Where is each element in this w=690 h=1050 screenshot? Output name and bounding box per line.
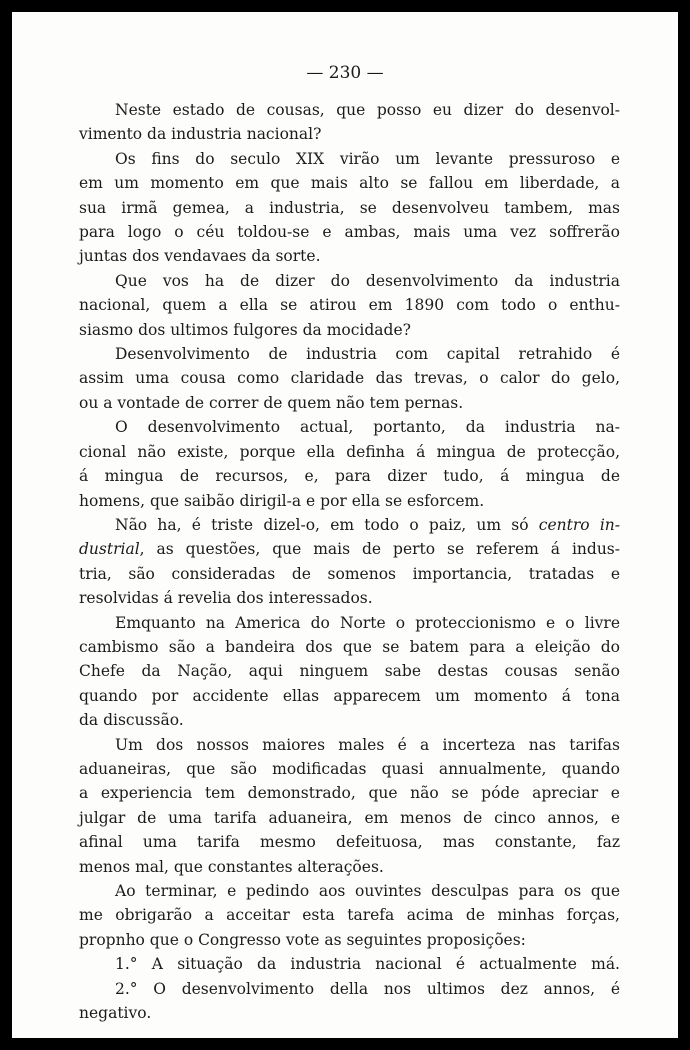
text-line: ou a vontade de correr de quem não tem pernas. xyxy=(79,393,464,412)
text-line: Um dos nossos maiores males é a incerteza nas tarifas xyxy=(115,735,620,754)
text-line: Que vos ha de dizer do desenvolvimento da industria xyxy=(115,271,620,290)
text-line: Os fins do seculo XIX virão um levante pressuroso e xyxy=(115,149,620,168)
text-line: Desenvolvimento de industria com capital retrahido é xyxy=(115,345,620,364)
italic-text: dustrial xyxy=(79,540,140,559)
text-line: cambismo são a bandeira dos que se batem para a eleição do xyxy=(79,637,620,656)
text-line: aduaneiras, que são modificadas quasi annualmente, quando xyxy=(79,759,620,778)
text-line: julgar de uma tarifa aduaneira, em menos de cinco annos, e xyxy=(79,808,620,827)
text-line: á mingua de recursos, e, para dizer tudo, á mingua de xyxy=(79,467,620,486)
text-line: resolvidas á revelia dos interessados. xyxy=(79,589,373,608)
text-line: Não ha, é triste dizel-o, em todo o paiz, um só centro in- xyxy=(115,515,620,534)
text-line: 2.° O desenvolvimento della nos ultimos dez annos, é xyxy=(115,979,620,998)
page-number: — 230 — xyxy=(306,63,384,83)
text-line: 1.° A situação da industria nacional é actualmente má. xyxy=(115,955,620,974)
text-line: sua irmã gemea, a industria, se desenvolveu tambem, mas xyxy=(79,198,620,217)
text-line: vimento da industria nacional? xyxy=(79,125,322,144)
text-line: assim uma cousa como claridade das trevas, o calor do gelo, xyxy=(79,369,620,388)
italic-text: centro in- xyxy=(538,515,620,534)
text-line: nacional, quem a ella se atirou em 1890 com todo o enthu- xyxy=(79,296,620,315)
text-line: cional não existe, porque ella definha á mingua de protecção, xyxy=(79,442,620,461)
text-line: me obrigarão a acceitar esta tarefa acima de minhas forças, xyxy=(79,906,620,925)
text-line: homens, que saibão dirigil-a e por ella se esforcem. xyxy=(79,491,485,510)
text-line: tria, são consideradas de somenos importancia, tratadas e xyxy=(79,564,620,583)
text-line: Ao terminar, e pedindo aos ouvintes desculpas para os que xyxy=(115,882,620,900)
text-line: em um momento em que mais alto se fallou em liberdade, a xyxy=(79,174,620,193)
text-line: Chefe da Nação, aqui ninguem sabe destas cousas senão xyxy=(79,662,620,681)
book-page xyxy=(12,12,678,1038)
text-line: quando por accidente ellas apparecem um momento á tona xyxy=(79,686,620,705)
text-line: dustrial, as questões, que mais de perto se referem á indus- xyxy=(79,540,620,559)
text-line: juntas dos vendavaes da sorte. xyxy=(79,247,321,266)
text-line: Neste estado de cousas, que posso eu dizer do desenvol- xyxy=(115,101,620,119)
body-text xyxy=(79,98,620,1025)
text-line: para logo o céu toldou-se e ambas, mais uma vez soffrerão xyxy=(79,223,620,242)
text-line: afinal uma tarifa mesmo defeituosa, mas constante, faz xyxy=(79,833,620,852)
text-line: da discussão. xyxy=(79,711,184,730)
text-line: negativo. xyxy=(79,1004,152,1023)
text-line: a experiencia tem demonstrado, que não se póde apreciar e xyxy=(79,784,620,803)
text-line: Emquanto na America do Norte o proteccionismo e o livre xyxy=(115,613,620,632)
text-line: propnho que o Congresso vote as seguintes proposições: xyxy=(79,930,526,949)
text-line: O desenvolvimento actual, portanto, da industria na- xyxy=(115,418,620,437)
text-line: siasmo dos ultimos fulgores da mocidade? xyxy=(79,320,411,339)
text-line: menos mal, que constantes alterações. xyxy=(79,857,384,876)
